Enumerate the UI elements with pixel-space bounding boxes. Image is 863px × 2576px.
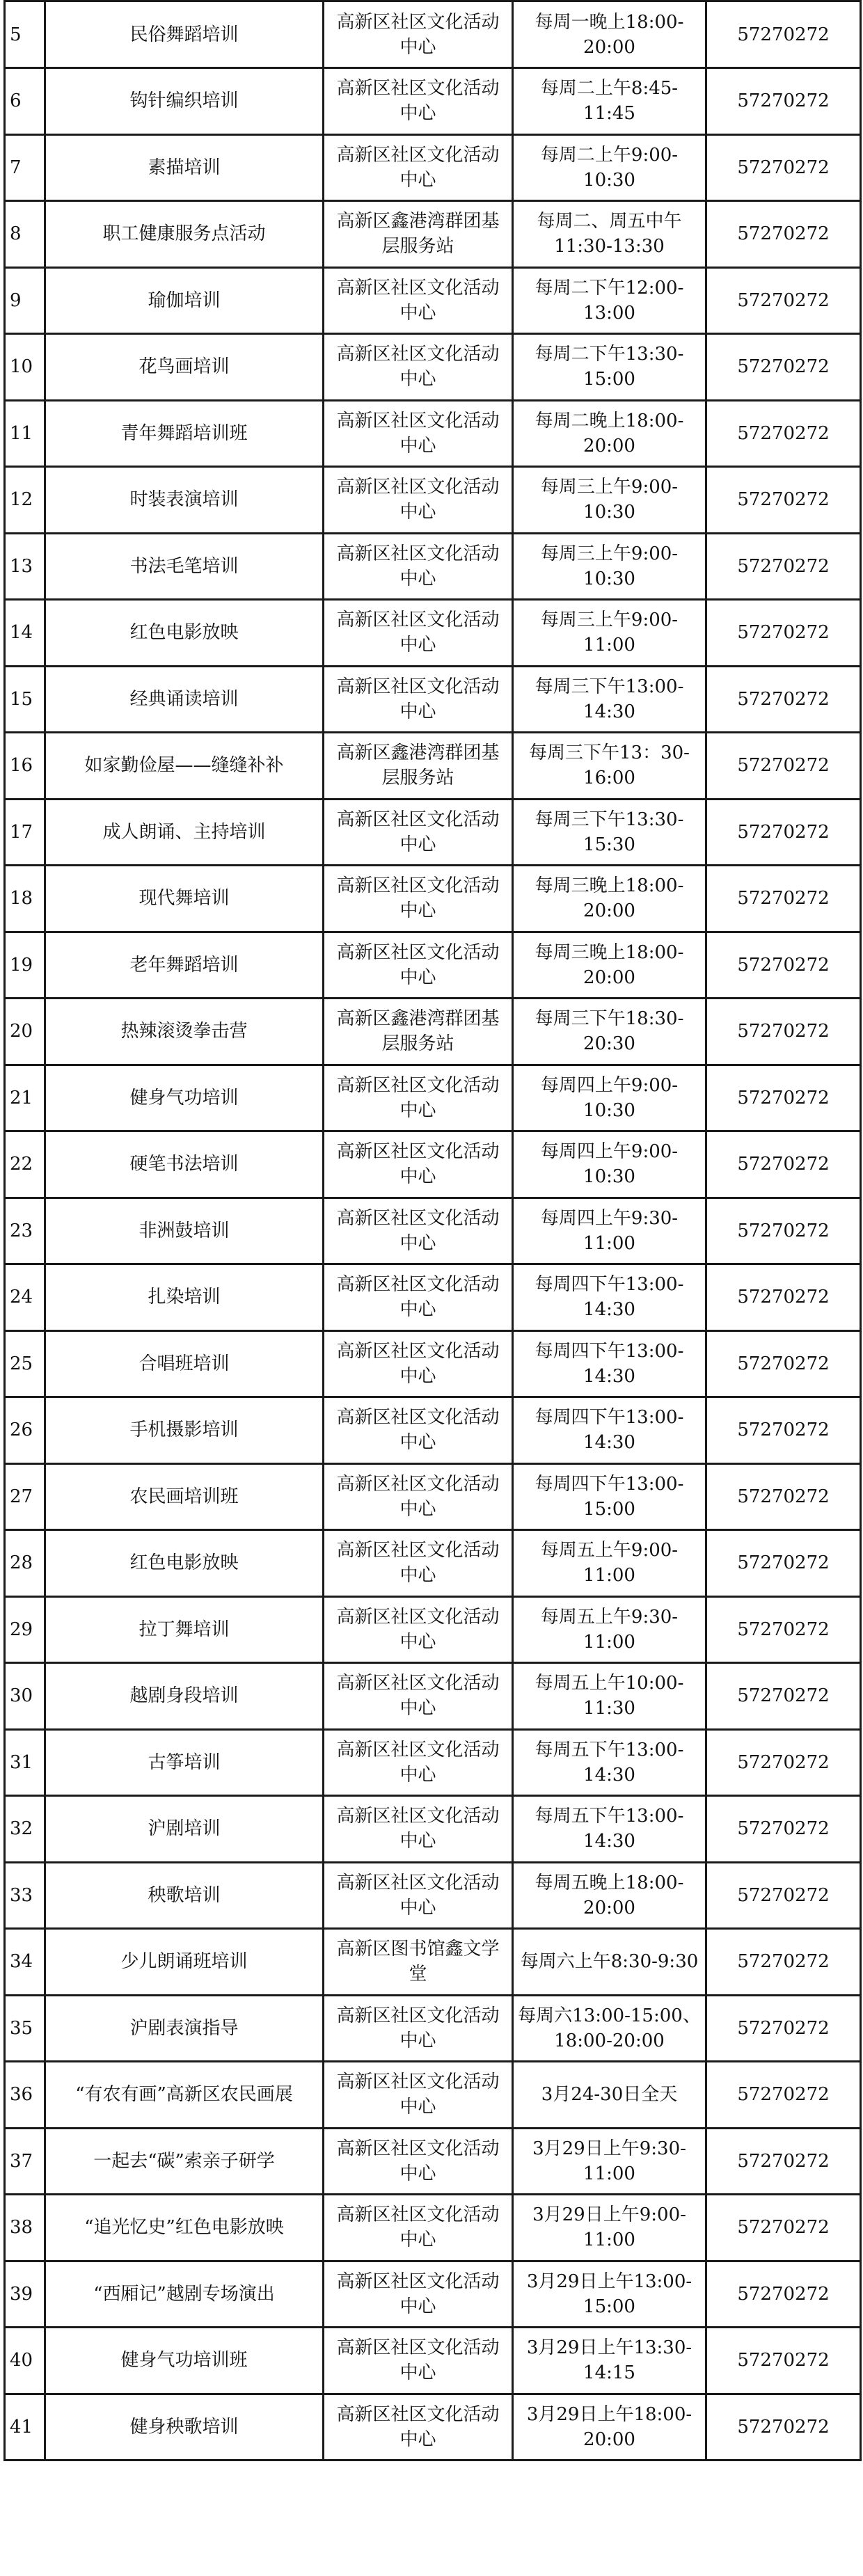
time-cell: 每周三上午9:00-10:30 [513, 467, 706, 534]
venue-cell: 高新区社区文化活动中心 [324, 68, 513, 135]
activity-name-cell: 老年舞蹈培训 [45, 932, 324, 999]
venue-cell: 高新区社区文化活动中心 [324, 600, 513, 667]
time-cell: 每周五上午10:00-11:30 [513, 1663, 706, 1730]
row-number-cell: 8 [5, 201, 45, 268]
venue-cell: 高新区社区文化活动中心 [324, 400, 513, 467]
time-cell: 3月29日上午9:00-11:00 [513, 2195, 706, 2261]
time-cell: 每周五下午13:00-14:30 [513, 1796, 706, 1863]
activity-name-cell: 热辣滚烫拳击营 [45, 999, 324, 1065]
activity-name-cell: 沪剧表演指导 [45, 1995, 324, 2062]
row-number-cell: 27 [5, 1463, 45, 1530]
table-row [5, 1862, 861, 1929]
phone-cell: 57270272 [706, 267, 861, 334]
phone-cell: 57270272 [706, 666, 861, 733]
activity-name-cell: “有农有画”高新区农民画展 [45, 2062, 324, 2129]
activity-name-cell: 瑜伽培训 [45, 267, 324, 334]
table-row [5, 68, 861, 135]
activity-name-cell: 经典诵读培训 [45, 666, 324, 733]
row-number-cell: 24 [5, 1264, 45, 1331]
phone-cell: 57270272 [706, 1, 861, 68]
venue-cell: 高新区社区文化活动中心 [324, 1463, 513, 1530]
row-number-cell: 32 [5, 1796, 45, 1863]
time-cell: 每周四下午13:00-14:30 [513, 1330, 706, 1397]
phone-cell: 57270272 [706, 1330, 861, 1397]
time-cell: 每周四上午9:30-11:00 [513, 1198, 706, 1264]
time-cell: 3月29日上午13:30-14:15 [513, 2328, 706, 2394]
table-row [5, 999, 861, 1065]
time-cell: 每周三下午13:00-14:30 [513, 666, 706, 733]
time-cell: 3月29日上午18:00-20:00 [513, 2394, 706, 2460]
venue-cell: 高新区社区文化活动中心 [324, 334, 513, 401]
time-cell: 每周二上午9:00-10:30 [513, 134, 706, 201]
phone-cell: 57270272 [706, 799, 861, 866]
row-number-cell: 29 [5, 1596, 45, 1663]
row-number-cell: 23 [5, 1198, 45, 1264]
activity-name-cell: 秧歌培训 [45, 1862, 324, 1929]
phone-cell: 57270272 [706, 467, 861, 534]
table-row [5, 1397, 861, 1464]
table-row [5, 1729, 861, 1796]
venue-cell: 高新区社区文化活动中心 [324, 2062, 513, 2129]
time-cell: 每周五下午13:00-14:30 [513, 1729, 706, 1796]
venue-cell: 高新区社区文化活动中心 [324, 1, 513, 68]
table-row [5, 600, 861, 667]
phone-cell: 57270272 [706, 1065, 861, 1131]
table-row [5, 733, 861, 800]
table-row [5, 799, 861, 866]
activity-name-cell: 越剧身段培训 [45, 1663, 324, 1730]
activity-name-cell: 青年舞蹈培训班 [45, 400, 324, 467]
phone-cell: 57270272 [706, 866, 861, 932]
time-cell: 3月29日上午13:00-15:00 [513, 2261, 706, 2328]
phone-cell: 57270272 [706, 2195, 861, 2261]
table-row [5, 1796, 861, 1863]
phone-cell: 57270272 [706, 1729, 861, 1796]
phone-cell: 57270272 [706, 334, 861, 401]
activity-name-cell: 红色电影放映 [45, 1530, 324, 1597]
venue-cell: 高新区社区文化活动中心 [324, 2128, 513, 2195]
row-number-cell: 14 [5, 600, 45, 667]
activity-name-cell: 花鸟画培训 [45, 334, 324, 401]
time-cell: 每周四下午13:00-14:30 [513, 1264, 706, 1331]
venue-cell: 高新区社区文化活动中心 [324, 932, 513, 999]
phone-cell: 57270272 [706, 1862, 861, 1929]
table-row [5, 666, 861, 733]
row-number-cell: 11 [5, 400, 45, 467]
table-row [5, 334, 861, 401]
time-cell: 每周三上午9:00-11:00 [513, 600, 706, 667]
venue-cell: 高新区社区文化活动中心 [324, 267, 513, 334]
table-row [5, 2195, 861, 2261]
venue-cell: 高新区社区文化活动中心 [324, 1596, 513, 1663]
table-row [5, 1, 861, 68]
row-number-cell: 41 [5, 2394, 45, 2460]
phone-cell: 57270272 [706, 1796, 861, 1863]
venue-cell: 高新区社区文化活动中心 [324, 1264, 513, 1331]
activity-name-cell: 拉丁舞培训 [45, 1596, 324, 1663]
time-cell: 每周六上午8:30-9:30 [513, 1929, 706, 1996]
venue-cell: 高新区社区文化活动中心 [324, 1995, 513, 2062]
row-number-cell: 9 [5, 267, 45, 334]
time-cell: 每周五上午9:00-11:00 [513, 1530, 706, 1597]
phone-cell: 57270272 [706, 1530, 861, 1597]
table-row [5, 1530, 861, 1597]
phone-cell: 57270272 [706, 2062, 861, 2129]
time-cell: 每周五晚上18:00-20:00 [513, 1862, 706, 1929]
venue-cell: 高新区社区文化活动中心 [324, 2394, 513, 2460]
phone-cell: 57270272 [706, 2128, 861, 2195]
row-number-cell: 36 [5, 2062, 45, 2129]
row-number-cell: 5 [5, 1, 45, 68]
table-row [5, 533, 861, 600]
row-number-cell: 7 [5, 134, 45, 201]
venue-cell: 高新区社区文化活动中心 [324, 1198, 513, 1264]
phone-cell: 57270272 [706, 68, 861, 135]
activity-name-cell: “西厢记”越剧专场演出 [45, 2261, 324, 2328]
phone-cell: 57270272 [706, 201, 861, 268]
table-row [5, 1198, 861, 1264]
row-number-cell: 16 [5, 733, 45, 800]
row-number-cell: 19 [5, 932, 45, 999]
activity-name-cell: 健身气功培训班 [45, 2328, 324, 2394]
time-cell: 每周五上午9:30-11:00 [513, 1596, 706, 1663]
phone-cell: 57270272 [706, 600, 861, 667]
time-cell: 每周二晚上18:00-20:00 [513, 400, 706, 467]
time-cell: 每周三晚上18:00-20:00 [513, 866, 706, 932]
venue-cell: 高新区社区文化活动中心 [324, 533, 513, 600]
row-number-cell: 39 [5, 2261, 45, 2328]
table-row [5, 932, 861, 999]
table-row [5, 2062, 861, 2129]
row-number-cell: 30 [5, 1663, 45, 1730]
row-number-cell: 10 [5, 334, 45, 401]
table-row [5, 1131, 861, 1198]
phone-cell: 57270272 [706, 932, 861, 999]
activity-name-cell: 成人朗诵、主持培训 [45, 799, 324, 866]
table-row [5, 267, 861, 334]
time-cell: 每周二下午13:30-15:00 [513, 334, 706, 401]
venue-cell: 高新区社区文化活动中心 [324, 666, 513, 733]
time-cell: 3月24-30日全天 [513, 2062, 706, 2129]
venue-cell: 高新区社区文化活动中心 [324, 1131, 513, 1198]
venue-cell: 高新区社区文化活动中心 [324, 2261, 513, 2328]
row-number-cell: 25 [5, 1330, 45, 1397]
time-cell: 每周三上午9:00-10:30 [513, 533, 706, 600]
venue-cell: 高新区社区文化活动中心 [324, 866, 513, 932]
time-cell: 每周二、周五中午11:30-13:30 [513, 201, 706, 268]
row-number-cell: 40 [5, 2328, 45, 2394]
activity-name-cell: 硬笔书法培训 [45, 1131, 324, 1198]
row-number-cell: 34 [5, 1929, 45, 1996]
activity-name-cell: 时装表演培训 [45, 467, 324, 534]
activity-name-cell: 非洲鼓培训 [45, 1198, 324, 1264]
table-row [5, 1330, 861, 1397]
venue-cell: 高新区鑫港湾群团基层服务站 [324, 999, 513, 1065]
time-cell: 每周四上午9:00-10:30 [513, 1131, 706, 1198]
phone-cell: 57270272 [706, 134, 861, 201]
row-number-cell: 13 [5, 533, 45, 600]
row-number-cell: 20 [5, 999, 45, 1065]
row-number-cell: 33 [5, 1862, 45, 1929]
venue-cell: 高新区社区文化活动中心 [324, 1065, 513, 1131]
activity-name-cell: 钩针编织培训 [45, 68, 324, 135]
phone-cell: 57270272 [706, 999, 861, 1065]
venue-cell: 高新区社区文化活动中心 [324, 1729, 513, 1796]
row-number-cell: 37 [5, 2128, 45, 2195]
phone-cell: 57270272 [706, 2261, 861, 2328]
table-row [5, 2128, 861, 2195]
row-number-cell: 17 [5, 799, 45, 866]
activity-name-cell: 健身气功培训 [45, 1065, 324, 1131]
venue-cell: 高新区社区文化活动中心 [324, 1397, 513, 1464]
time-cell: 每周三下午13：30-16:00 [513, 733, 706, 800]
phone-cell: 57270272 [706, 400, 861, 467]
table-row [5, 1929, 861, 1996]
venue-cell: 高新区社区文化活动中心 [324, 2328, 513, 2394]
venue-cell: 高新区社区文化活动中心 [324, 1796, 513, 1863]
phone-cell: 57270272 [706, 533, 861, 600]
row-number-cell: 21 [5, 1065, 45, 1131]
table-row [5, 1596, 861, 1663]
phone-cell: 57270272 [706, 1397, 861, 1464]
row-number-cell: 26 [5, 1397, 45, 1464]
table-row [5, 866, 861, 932]
row-number-cell: 28 [5, 1530, 45, 1597]
activity-name-cell: 合唱班培训 [45, 1330, 324, 1397]
row-number-cell: 31 [5, 1729, 45, 1796]
venue-cell: 高新区社区文化活动中心 [324, 1330, 513, 1397]
venue-cell: 高新区社区文化活动中心 [324, 2195, 513, 2261]
table-row [5, 400, 861, 467]
activity-name-cell: 民俗舞蹈培训 [45, 1, 324, 68]
activity-name-cell: 职工健康服务点活动 [45, 201, 324, 268]
activity-name-cell: 一起去“碳”索亲子研学 [45, 2128, 324, 2195]
row-number-cell: 35 [5, 1995, 45, 2062]
table-row [5, 1995, 861, 2062]
phone-cell: 57270272 [706, 1463, 861, 1530]
activity-name-cell: 如家勤俭屋——缝缝补补 [45, 733, 324, 800]
activity-name-cell: 沪剧培训 [45, 1796, 324, 1863]
row-number-cell: 15 [5, 666, 45, 733]
time-cell: 每周一晚上18:00-20:00 [513, 1, 706, 68]
activity-name-cell: 少儿朗诵班培训 [45, 1929, 324, 1996]
activity-name-cell: 书法毛笔培训 [45, 533, 324, 600]
activity-name-cell: 农民画培训班 [45, 1463, 324, 1530]
time-cell: 每周六13:00-15:00、18:00-20:00 [513, 1995, 706, 2062]
venue-cell: 高新区社区文化活动中心 [324, 1663, 513, 1730]
table-row [5, 2328, 861, 2394]
activity-schedule-table [3, 0, 862, 2461]
row-number-cell: 18 [5, 866, 45, 932]
row-number-cell: 6 [5, 68, 45, 135]
venue-cell: 高新区社区文化活动中心 [324, 134, 513, 201]
time-cell: 3月29日上午9:30-11:00 [513, 2128, 706, 2195]
activity-name-cell: 现代舞培训 [45, 866, 324, 932]
table-row [5, 134, 861, 201]
table-row [5, 2394, 861, 2460]
time-cell: 每周二上午8:45-11:45 [513, 68, 706, 135]
phone-cell: 57270272 [706, 1995, 861, 2062]
time-cell: 每周三下午18:30-20:30 [513, 999, 706, 1065]
table-row [5, 1463, 861, 1530]
time-cell: 每周四上午9:00-10:30 [513, 1065, 706, 1131]
time-cell: 每周三下午13:30-15:30 [513, 799, 706, 866]
table-row [5, 1065, 861, 1131]
table-row [5, 2261, 861, 2328]
activity-name-cell: “追光忆史”红色电影放映 [45, 2195, 324, 2261]
phone-cell: 57270272 [706, 1198, 861, 1264]
activity-name-cell: 扎染培训 [45, 1264, 324, 1331]
table-row [5, 1663, 861, 1730]
venue-cell: 高新区社区文化活动中心 [324, 467, 513, 534]
schedule-table-body [5, 1, 861, 2460]
phone-cell: 57270272 [706, 1596, 861, 1663]
activity-name-cell: 素描培训 [45, 134, 324, 201]
phone-cell: 57270272 [706, 1131, 861, 1198]
activity-name-cell: 古筝培训 [45, 1729, 324, 1796]
phone-cell: 57270272 [706, 2328, 861, 2394]
table-row [5, 1264, 861, 1331]
time-cell: 每周四下午13:00-14:30 [513, 1397, 706, 1464]
phone-cell: 57270272 [706, 1663, 861, 1730]
activity-name-cell: 健身秧歌培训 [45, 2394, 324, 2460]
venue-cell: 高新区社区文化活动中心 [324, 1862, 513, 1929]
row-number-cell: 38 [5, 2195, 45, 2261]
time-cell: 每周四下午13:00-15:00 [513, 1463, 706, 1530]
phone-cell: 57270272 [706, 1929, 861, 1996]
phone-cell: 57270272 [706, 2394, 861, 2460]
table-row [5, 467, 861, 534]
time-cell: 每周二下午12:00-13:00 [513, 267, 706, 334]
activity-name-cell: 手机摄影培训 [45, 1397, 324, 1464]
table-row [5, 201, 861, 268]
venue-cell: 高新区社区文化活动中心 [324, 1530, 513, 1597]
venue-cell: 高新区鑫港湾群团基层服务站 [324, 201, 513, 268]
phone-cell: 57270272 [706, 1264, 861, 1331]
activity-name-cell: 红色电影放映 [45, 600, 324, 667]
time-cell: 每周三晚上18:00-20:00 [513, 932, 706, 999]
phone-cell: 57270272 [706, 733, 861, 800]
row-number-cell: 22 [5, 1131, 45, 1198]
venue-cell: 高新区社区文化活动中心 [324, 799, 513, 866]
venue-cell: 高新区图书馆鑫文学堂 [324, 1929, 513, 1996]
row-number-cell: 12 [5, 467, 45, 534]
venue-cell: 高新区鑫港湾群团基层服务站 [324, 733, 513, 800]
